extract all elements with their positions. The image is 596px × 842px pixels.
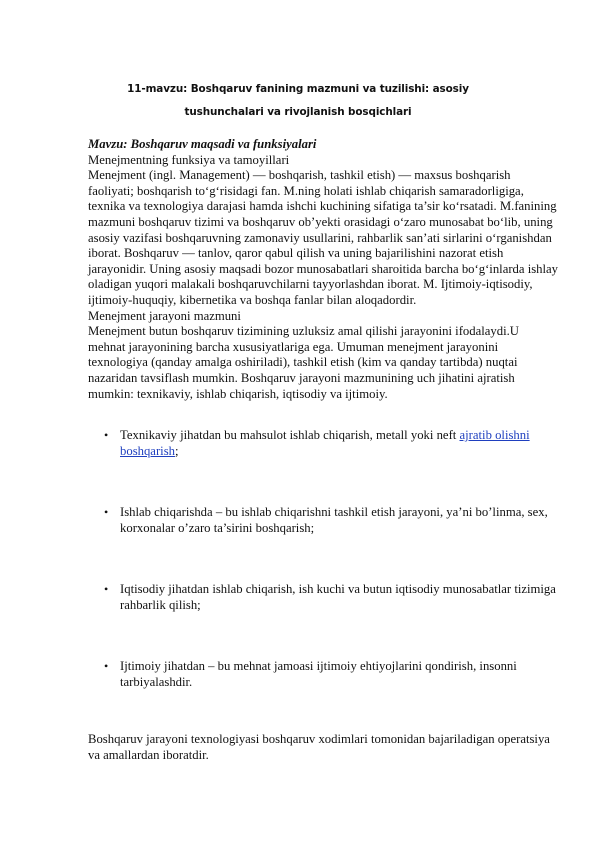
document-title: 11-mavzu: Boshqaruv fanining mazmuni va tuzilishi: asosiy tushunchalari va rivojlanish bosqichlari (127, 83, 469, 118)
list-item-social (88, 659, 558, 736)
main-content (88, 137, 558, 402)
list-item-text: Ishlab chiqarishda – bu ishlab chiqarishni tashkil etish jarayoni, ya’ni bo’linma, sex, korxonalar o’zaro ta’sirini boshqarish; (120, 505, 548, 535)
list-item-economic (88, 582, 558, 659)
extraction-management-link[interactable]: ajratib olishni boshqarish (120, 428, 530, 458)
section-heading-process: Menejment jarayoni mazmuni (88, 308, 241, 323)
bullet-icon: • (104, 659, 109, 673)
bullet-icon: • (104, 505, 109, 519)
bullet-icon: • (104, 582, 109, 596)
list-item-text: Texnikaviy jihatdan bu mahsulot ishlab chiqarish, metall yoki neft (120, 428, 460, 442)
paragraph-management-process: Menejment butun boshqaruv tizimining uzluksiz amal qilishi jarayonini ifodalaydi.U mehnat jarayonining barcha xususiyatlariga ega. Umuman menejment jarayonini texnologiya (qanday amalga oshiriladi), tashkil etish (kim va qanday tartibda) nuqtai nazaridan tavsiflash mumkin. Boshqaruv jarayoni mazmunining uch jihatini ajratish mumkin: texnikaviy, ishlab chiqarish, iqtisodiy va ijtimoiy. (88, 324, 519, 401)
list-item-punctuation: ; (174, 443, 179, 458)
list-item-text: Ijtimoiy jihatdan – bu mehnat jamoasi ijtimoiy ehtiyojlarini qondirish, insonni tarbiyalashdir. (120, 659, 517, 689)
closing-paragraph: Boshqaruv jarayoni texnologiyasi boshqaruv xodimlari tomonidan bajariladigan operatsiya va amallardan iboratdir. (88, 732, 550, 762)
list-item-technical (88, 428, 558, 505)
list-item-production (88, 505, 558, 582)
bullet-icon: • (104, 428, 109, 442)
section-heading-principles: Menejmentning funksiya va tamoyillari (88, 152, 290, 167)
paragraph-management-definition: Menejment (ingl. Management) — boshqarish, tashkil etish) — maxsus boshqarish faoliyati; boshqarish to‘g‘risidagi fan. M.ning holati ishlab chiqarish samaradorligiga, texnika va texnologiya darajasi hamda ishchi kuchining sifatiga ta’sir ko‘rsatadi. M.fanining mazmuni boshqaruv tizimi va boshqaruv ob’yekti orasidagi o‘zaro munosabat bo‘lib, uning asosiy vazifasi boshqaruvning zamonaviy usullarini, rahbarlik san’ati sirlarini o‘rganishdan iborat. Boshqaruv — tanlov, qaror qabul qilish va uning bajarilishini nazorat etish jarayonidir. Uning asosiy maqsadi bozor munosabatlari sharoitida barcha bo‘g‘inlarda ishlay oladigan yuqori malakali boshqaruvchilarni tayyorlashdan iborat. M. Ijtimoiy-iqtisodiy, ijtimoiy-huquqiy, kibernetika va boshqa fanlar bilan aloqadordir. (88, 168, 559, 307)
list-item-text: Iqtisodiy jihatdan ishlab chiqarish, ish kuchi va butun iqtisodiy munosabatlar tizimiga rahbarlik qilish; (120, 582, 556, 612)
aspects-list (88, 428, 558, 736)
section-subtitle: Mavzu: Boshqaruv maqsadi va funksiyalari (88, 137, 317, 151)
